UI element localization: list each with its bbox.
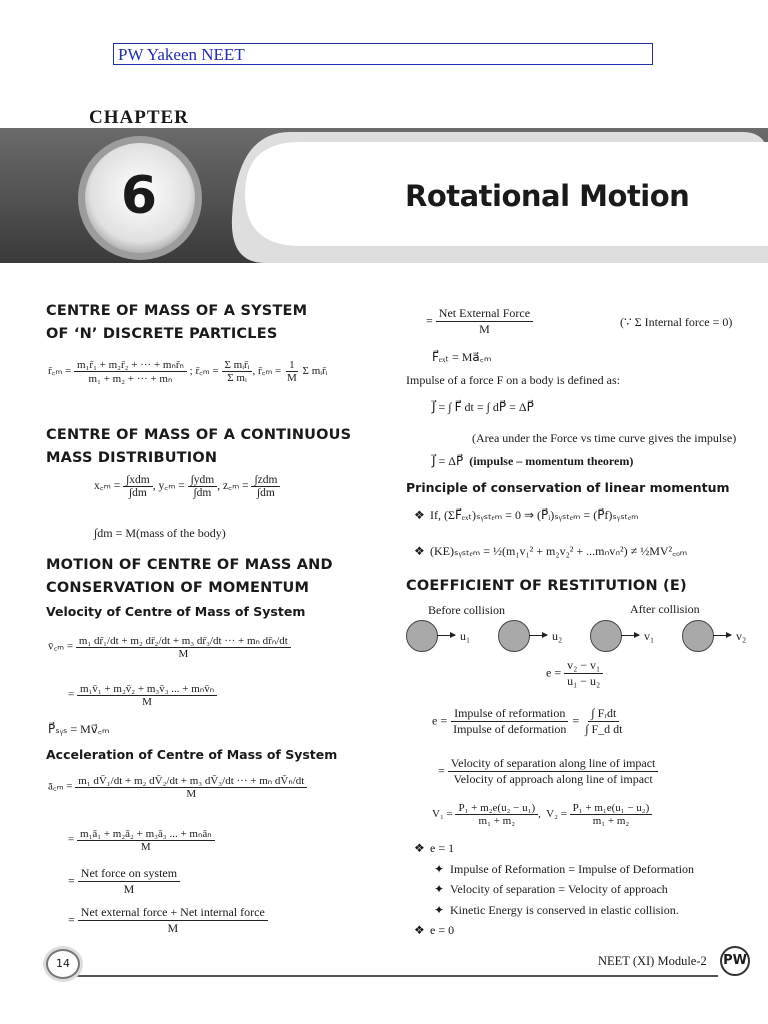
formula-acm-2: = $\frac{\text{m₁ā₁ + m₂ā₂ + m₃ā₃ ... + mₙāₙ}}{M}$ bbox=[68, 827, 215, 853]
kinetic-energy-equation: ❖ (KE)ₛᵧₛₜₑₘ = ½(m₁v₁² + m₂v₂² + ...mₙvₙ²) ≠ ½MV²꜀ₒₘ bbox=[414, 544, 688, 558]
impulse-definition: Impulse of a force F on a body is defined as: bbox=[406, 373, 620, 387]
e-formula: e = $\frac{\text{v₂ − v₁}}{\text{u₁ − u₂}}$ bbox=[546, 658, 603, 689]
impulse-equation: J⃗ = ∫ F⃗ dt = ∫ dP⃗ = ΔP⃗ bbox=[432, 400, 534, 414]
dm-equation: ∫dm = M(mass of the body) bbox=[94, 526, 226, 540]
arrow-u1 bbox=[437, 635, 455, 636]
after-collision-label: After collision bbox=[630, 602, 700, 616]
label-u1: u₁ bbox=[460, 629, 471, 643]
formula-vcm-2: = $\frac{\text{m₁v̄₁ + m₂v̄₂ + m₃v̄₃ ... + mₙv̄ₙ}}{M}$ bbox=[68, 682, 217, 708]
final-velocity-formulas: V₁ = $\frac{\text{P₁ + m₂e(u₂ − u₁)}}{\text{m₁ + m₂}}$ , V₂ = $\frac{\text{P₁ + m₁e(u₁ − u₂)}}{\text{m₁ + m₂}}$ bbox=[432, 802, 652, 827]
page-number: 14 bbox=[46, 949, 80, 979]
footer-module: NEET (XI) Module-2 bbox=[598, 954, 707, 968]
formula-rcm-discrete: r̄꜀ₘ = $\frac{\text{m₁r̄₁ + m₂r̄₂ + ··· + mₙr̄ₙ}}{\text{m₁ + m₂ + ··· + mₙ}}$ ; r̄꜀ₘ = $\frac{\text{Σ mᵢr̄ᵢ}}{\text{Σ mᵢ}}$ , r̄꜀ₘ = $\frac{1}{M}$ Σ mᵢr̄ᵢ bbox=[48, 359, 328, 385]
left-column bbox=[46, 300, 396, 940]
ball-1-after bbox=[590, 620, 622, 652]
fext-equation: F⃗ₑₓₜ = Ma⃗꜀ₘ bbox=[432, 350, 492, 364]
ball-2-after bbox=[682, 620, 714, 652]
e-impulse-ratio: e = $\frac{\text{Impulse of reformation}}{\text{Impulse of deformation}}$ = $\frac{\text{∫ Fᵣdt}}{\text{∫ F\_d dt}}$ bbox=[432, 706, 623, 736]
psys-equation: P⃗ₛᵧₛ = Mv⃗꜀ₘ bbox=[48, 722, 110, 736]
arrow-u2 bbox=[529, 635, 547, 636]
conservation-condition: ❖ If, (ΣF⃗ₑₓₜ)ₛᵧₛₜₑₘ = 0 ⇒ (P⃗ᵢ)ₛᵧₛₜₑₘ = (P⃗f)ₛᵧₛₜₑₘ bbox=[414, 508, 639, 522]
right-column bbox=[406, 306, 751, 941]
subheading-velocity: Velocity of Centre of Mass of System bbox=[46, 604, 306, 619]
heading-motion-com: MOTION OF CENTRE OF MASS AND bbox=[46, 557, 333, 573]
chapter-number: 6 bbox=[120, 166, 158, 226]
arrow-v1 bbox=[621, 635, 639, 636]
internal-force-note: (∵ Σ Internal force = 0) bbox=[620, 315, 733, 329]
label-u2: u₂ bbox=[552, 629, 563, 643]
ball-1-before bbox=[406, 620, 438, 652]
arrow-v2 bbox=[713, 635, 731, 636]
before-collision-label: Before collision bbox=[428, 603, 505, 617]
formula-acm-4: = $\frac{\text{Net external force + Net internal force}}{M}$ bbox=[68, 905, 268, 936]
principle-heading: Principle of conservation of linear momentum bbox=[406, 480, 730, 495]
area-note: (Area under the Force vs time curve gives the impulse) bbox=[472, 431, 737, 445]
elastic-point-1: ✦ Impulse of Reformation = Impulse of Deformation bbox=[434, 862, 695, 876]
elastic-point-2: ✦ Velocity of separation = Velocity of approach bbox=[434, 882, 668, 896]
heading-com-continuous-2: MASS DISTRIBUTION bbox=[46, 450, 218, 466]
impulse-momentum-theorem: J⃗ = ΔP⃗ (impulse – momentum theorem) bbox=[432, 454, 634, 468]
formula-vcm: v̄꜀ₘ = $\frac{\text{m₁ dr̄₁/dt + m₂ dr̄₂/dt + m₃ dr̄₃/dt ··· + mₙ dr̄ₙ/dt}}{M}$ bbox=[48, 634, 291, 660]
elastic-case: ❖ e = 1 bbox=[414, 841, 455, 855]
heading-com-discrete-2: OF ‘N’ DISCRETE PARTICLES bbox=[46, 326, 278, 342]
footer-divider bbox=[72, 975, 718, 977]
label-v2: v₂ bbox=[736, 629, 747, 643]
inelastic-case: ❖ e = 0 bbox=[414, 923, 455, 937]
e-velocity-ratio: = $\frac{\text{Velocity of separation along line of impact}}{\text{Velocity of approach along line of impact}}$ bbox=[438, 756, 658, 787]
subheading-acceleration: Acceleration of Centre of Mass of System bbox=[46, 747, 338, 762]
heading-com-continuous: CENTRE OF MASS OF A CONTINUOUS bbox=[46, 427, 352, 443]
pw-logo: PW bbox=[720, 946, 750, 976]
formula-continuous: x꜀ₘ = $\frac{\text{∫xdm}}{\int dm}$ , y꜀ₘ = $\frac{\text{∫ydm}}{\int dm}$ , z꜀ₘ = $\frac{\text{∫zdm}}{\int dm}$ bbox=[94, 474, 280, 499]
heading-restitution: COEFFICIENT OF RESTITUTION (E) bbox=[406, 578, 687, 594]
net-external-fraction: = $\frac{\text{Net External Force}}{M}$ bbox=[426, 306, 533, 337]
heading-motion-com-2: CONSERVATION OF MOMENTUM bbox=[46, 580, 310, 596]
heading-com-discrete: CENTRE OF MASS OF A SYSTEM bbox=[46, 303, 308, 319]
brand-text: PW Yakeen NEET bbox=[118, 45, 245, 64]
ball-2-before bbox=[498, 620, 530, 652]
formula-acm: ā꜀ₘ = $\frac{\text{m₁ dV̄₁/dt + m₂ dV̄₂/dt + m₃ dV̄₃/dt ··· + mₙ dV̄ₙ/dt}}{M}$ bbox=[48, 774, 307, 800]
chapter-label: CHAPTER bbox=[89, 107, 189, 128]
elastic-point-3: ✦ Kinetic Energy is conserved in elastic collision. bbox=[434, 903, 679, 917]
chapter-title: Rotational Motion bbox=[405, 179, 690, 213]
label-v1: v₁ bbox=[644, 629, 655, 643]
formula-acm-3: = $\frac{\text{Net force on system}}{M}$ bbox=[68, 866, 180, 897]
brand-box bbox=[113, 43, 653, 65]
